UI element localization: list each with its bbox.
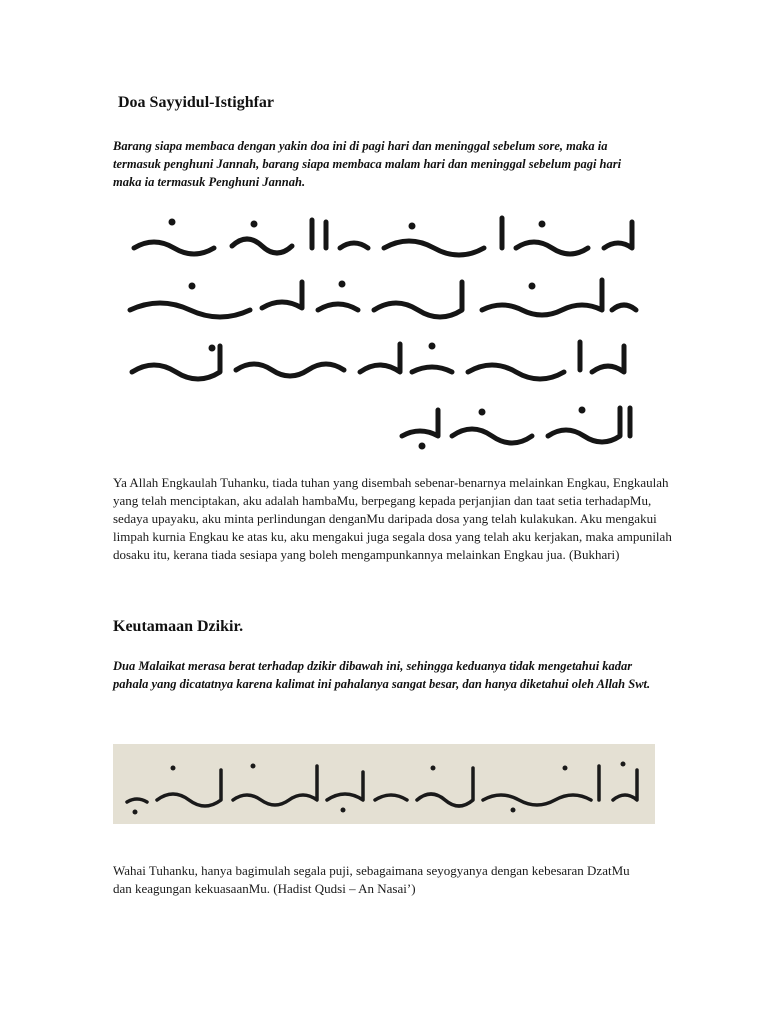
section-title-istighfar: Doa Sayyidul-Istighfar: [118, 94, 275, 111]
translation-istighfar: Ya Allah Engkaulah Tuhanku, tiada tuhan yang disembah sebenar-benarnya melainkan Engkau, Engkaulah yang telah menciptakan, aku adalah hambaMu, berpegang kepada perjanjian dan taat setia terhadapMu, sedaya upayaku, aku minta perlindungan denganMu daripada dosa yang telah kulakukan. Aku mengakui limpah kurnia Engkau ke atas ku, aku mengakui juga segala dosa yang telah aku kerjakan, maka ampunilah dosaku itu, kerana tiada sesiapa yang boleh mengampunkannya melainkan Engkau jua. (Bukhari): [113, 475, 672, 562]
translation-dzikir: Wahai Tuhanku, hanya bagimulah segala puji, sebagaimana seyogyanya dengan kebesaran DzatMu dan keagungan kekuasaanMu. (Hadist Qudsi – An Nasai’): [113, 863, 630, 896]
arabic-text-lines: [112, 200, 657, 462]
arabic-text-line: [113, 744, 655, 824]
section-intro-dzikir: Dua Malaikat merasa berat terhadap dzikir dibawah ini, sehingga keduanya tidak mengetahui kadar pahala yang dicatatnya karena kalimat ini pahalanya sangat besar, dan hanya diketahui oleh Allah Swt.: [113, 659, 651, 691]
section-intro-istighfar: Barang siapa membaca dengan yakin doa ini di pagi hari dan meninggal sebelum sore, maka ia termasuk penghuni Jannah, barang siapa membaca malam hari dan meninggal sebelum pagi hari maka ia termasuk Penghuni Jannah.: [113, 139, 622, 189]
arabic-calligraphy-dzikir-image: [113, 744, 655, 824]
arabic-calligraphy-istighfar-image: [112, 200, 657, 462]
section-title-dzikir: Keutamaan Dzikir.: [113, 618, 244, 635]
